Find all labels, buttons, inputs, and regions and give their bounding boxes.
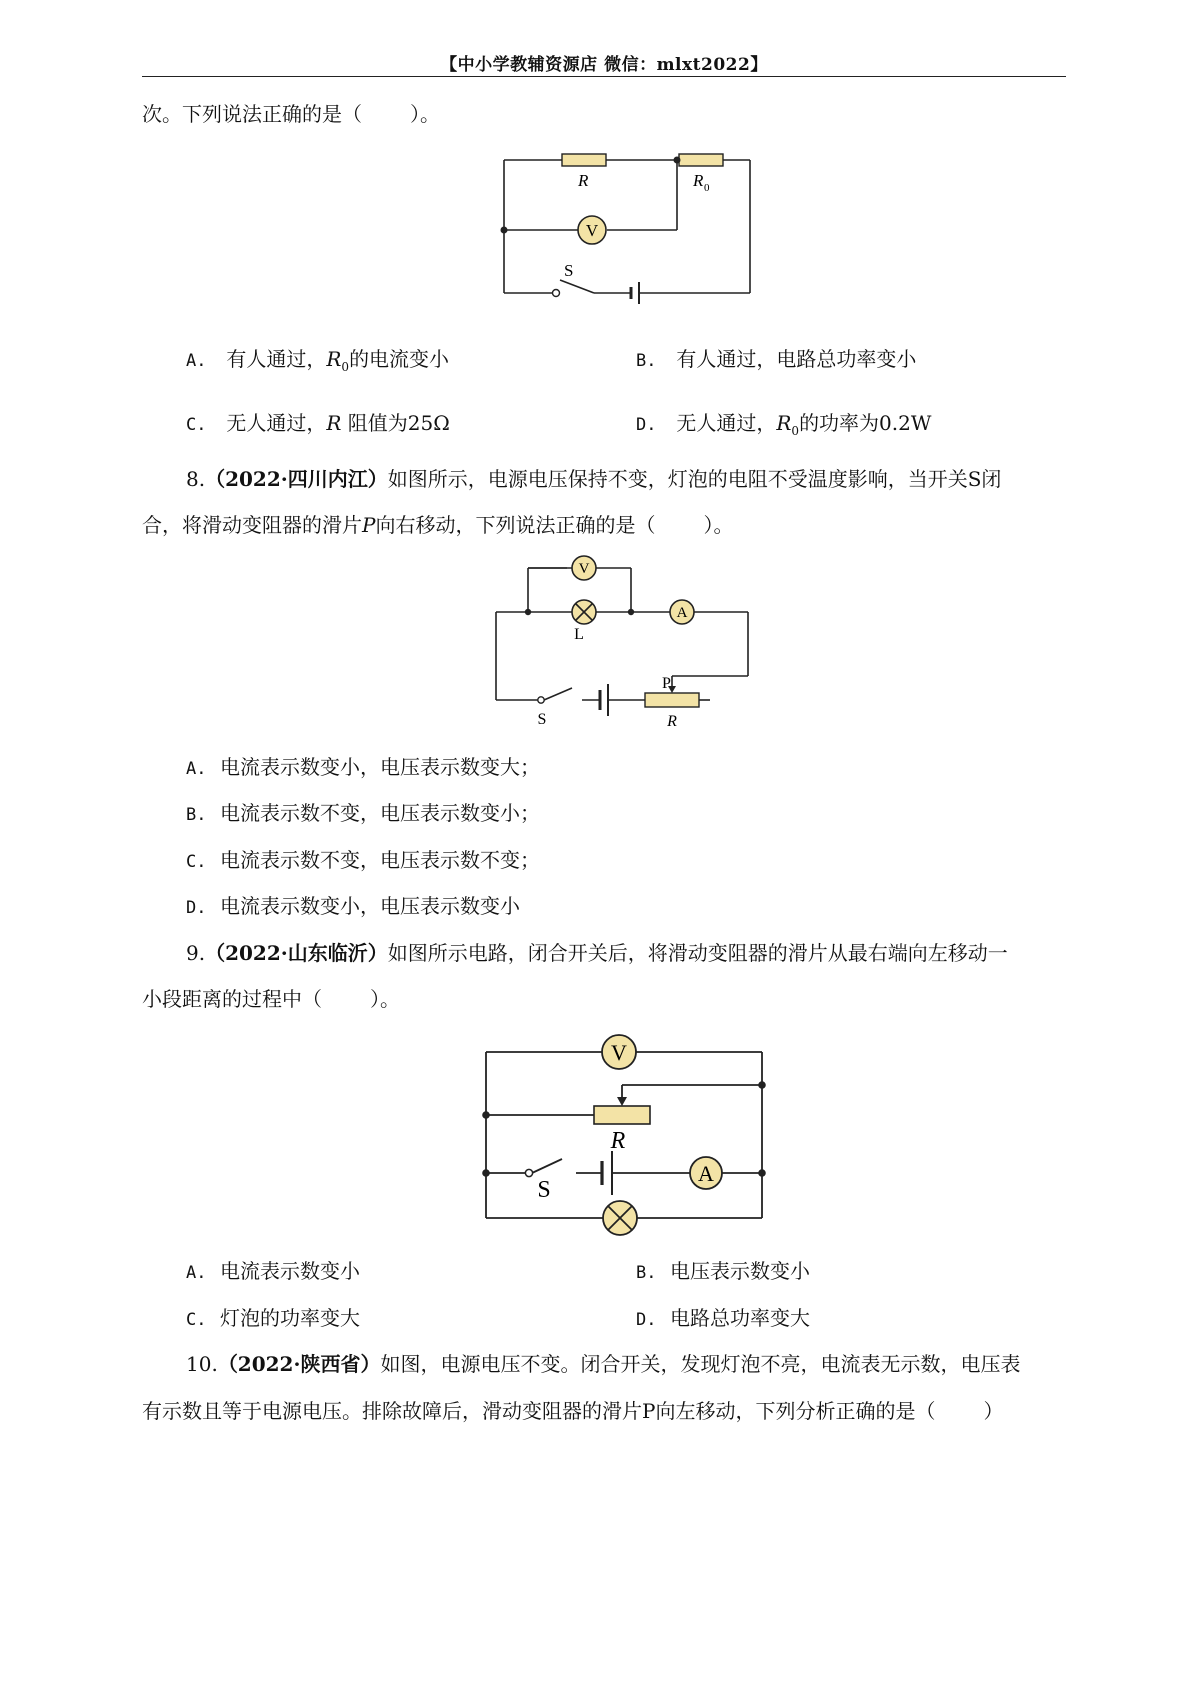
q8-option-b[interactable]	[186, 798, 540, 830]
page-header: 【中小学教辅资源店 微信：mlxt2022】	[440, 55, 768, 75]
option-label: D.	[186, 898, 207, 918]
q9-stem-line2	[142, 984, 400, 1014]
option-label: A.	[186, 351, 207, 371]
option-var: R	[776, 411, 792, 435]
q7-option-b[interactable]	[636, 344, 916, 376]
q8-lamp-label: L	[574, 626, 584, 643]
header-divider	[142, 76, 1066, 77]
option-var: R	[326, 347, 342, 371]
q8-option-a[interactable]	[186, 752, 540, 784]
q10-number: 10.	[186, 1352, 218, 1376]
option-text: 电流表示数不变，电压表示数变小；	[220, 801, 540, 825]
q7-resistor-r0-label: R	[693, 171, 704, 190]
option-text: 灯泡的功率变大	[220, 1306, 360, 1330]
q10-stem-line1	[186, 1349, 1020, 1379]
q9-stem-text: 小段距离的过程中（	[142, 987, 322, 1011]
q8-source: （2022·四川内江）	[205, 467, 388, 491]
q10-stem-text: 如图，电源电压不变。闭合开关，发现灯泡不亮，电流表无示数，电压表	[380, 1352, 1021, 1376]
q9-stem-close: ）。	[370, 987, 400, 1011]
option-label: A.	[186, 759, 207, 779]
q9-option-a[interactable]	[186, 1256, 360, 1288]
q9-voltmeter-label: V	[611, 1040, 627, 1065]
q9-option-b[interactable]	[636, 1256, 810, 1288]
q8-stem-line1	[186, 464, 1001, 494]
option-text: 电流表示数变小	[220, 1259, 360, 1283]
q7-stem-close: ）。	[410, 102, 440, 126]
q8-option-c[interactable]	[186, 845, 540, 877]
q7-resistor-r0-subscript: 0	[704, 182, 710, 194]
option-text: 有人通过，	[226, 347, 327, 371]
q8-voltmeter-label: V	[578, 561, 590, 577]
q9-option-c[interactable]	[186, 1303, 360, 1335]
q7-option-d[interactable]	[636, 408, 931, 446]
option-subscript: 0	[791, 424, 800, 438]
q8-switch-label: S	[537, 711, 547, 728]
option-label: C.	[186, 415, 207, 435]
q9-number: 9.	[186, 941, 206, 965]
option-text: 的电流变小	[349, 347, 450, 371]
q8-number: 8.	[186, 467, 206, 491]
option-text: 有人通过，电路总功率变小	[676, 347, 917, 371]
option-text: 无人通过，	[676, 411, 777, 435]
q8-circuit-diagram	[488, 552, 758, 734]
q8-stem-text: 向右移动，下列说法正确的是（	[375, 513, 656, 537]
option-text: 电流表示数不变，电压表示数不变；	[220, 848, 540, 872]
q8-slider-label: P	[662, 675, 671, 692]
q9-option-d[interactable]	[636, 1303, 810, 1335]
q9-source: （2022·山东临沂）	[205, 941, 388, 965]
q8-stem-var: P	[362, 513, 376, 537]
q7-stem	[142, 99, 440, 129]
option-text: 的功率为0.2W	[799, 411, 932, 435]
q10-source: （2022·陕西省）	[217, 1352, 381, 1376]
q8-stem-close: ）。	[703, 513, 734, 537]
q9-switch-label: S	[537, 1177, 551, 1203]
q8-stem-line2	[142, 510, 733, 540]
option-label: D.	[636, 415, 657, 435]
q10-stem-text: 有示数且等于电源电压。排除故障后，滑动变阻器的滑片P向左移动，下列分析正确的是（	[142, 1399, 936, 1423]
option-text: 电流表示数变小，电压表示数变小	[220, 894, 520, 918]
option-text: 无人通过，	[226, 411, 327, 435]
q10-stem-close: ）	[983, 1399, 1004, 1423]
option-text: 阻值为25Ω	[341, 411, 450, 435]
q9-ammeter-label: A	[698, 1161, 714, 1186]
option-label: C.	[186, 852, 207, 872]
option-text: 电流表示数变小，电压表示数变大；	[220, 755, 540, 779]
option-text: 电压表示数变小	[670, 1259, 810, 1283]
option-label: B.	[186, 805, 207, 825]
option-text: 电路总功率变大	[670, 1306, 810, 1330]
q8-option-d[interactable]	[186, 891, 520, 923]
q9-stem-text: 如图所示电路，闭合开关后，将滑动变阻器的滑片从最右端向左移动一	[387, 941, 1008, 965]
option-label: C.	[186, 1310, 207, 1330]
option-subscript: 0	[341, 360, 350, 374]
q9-stem-line1	[186, 938, 1008, 968]
option-var: R	[326, 411, 342, 435]
q7-voltmeter-label: V	[585, 221, 599, 240]
option-label: A.	[186, 1263, 207, 1283]
q7-switch-label: S	[564, 261, 574, 280]
q7-option-a[interactable]	[186, 344, 449, 382]
option-label: D.	[636, 1310, 657, 1330]
q10-stem-line2	[142, 1396, 1003, 1426]
q9-circuit-diagram	[478, 1030, 778, 1246]
q7-circuit-diagram	[490, 148, 760, 318]
q8-stem-text: 合，将滑动变阻器的滑片	[142, 513, 362, 537]
option-label: B.	[636, 1263, 657, 1283]
q7-stem-text: 次。下列说法正确的是（	[142, 102, 362, 126]
q8-ammeter-label: A	[676, 605, 688, 621]
q8-stem-text: 如图所示，电源电压保持不变，灯泡的电阻不受温度影响，当开关S闭	[387, 467, 1002, 491]
q7-resistor-r-label: R	[578, 171, 589, 190]
q8-rheostat-label: R	[667, 713, 677, 730]
q7-option-c[interactable]	[186, 408, 450, 440]
q9-rheostat-label: R	[610, 1128, 626, 1154]
option-label: B.	[636, 351, 657, 371]
